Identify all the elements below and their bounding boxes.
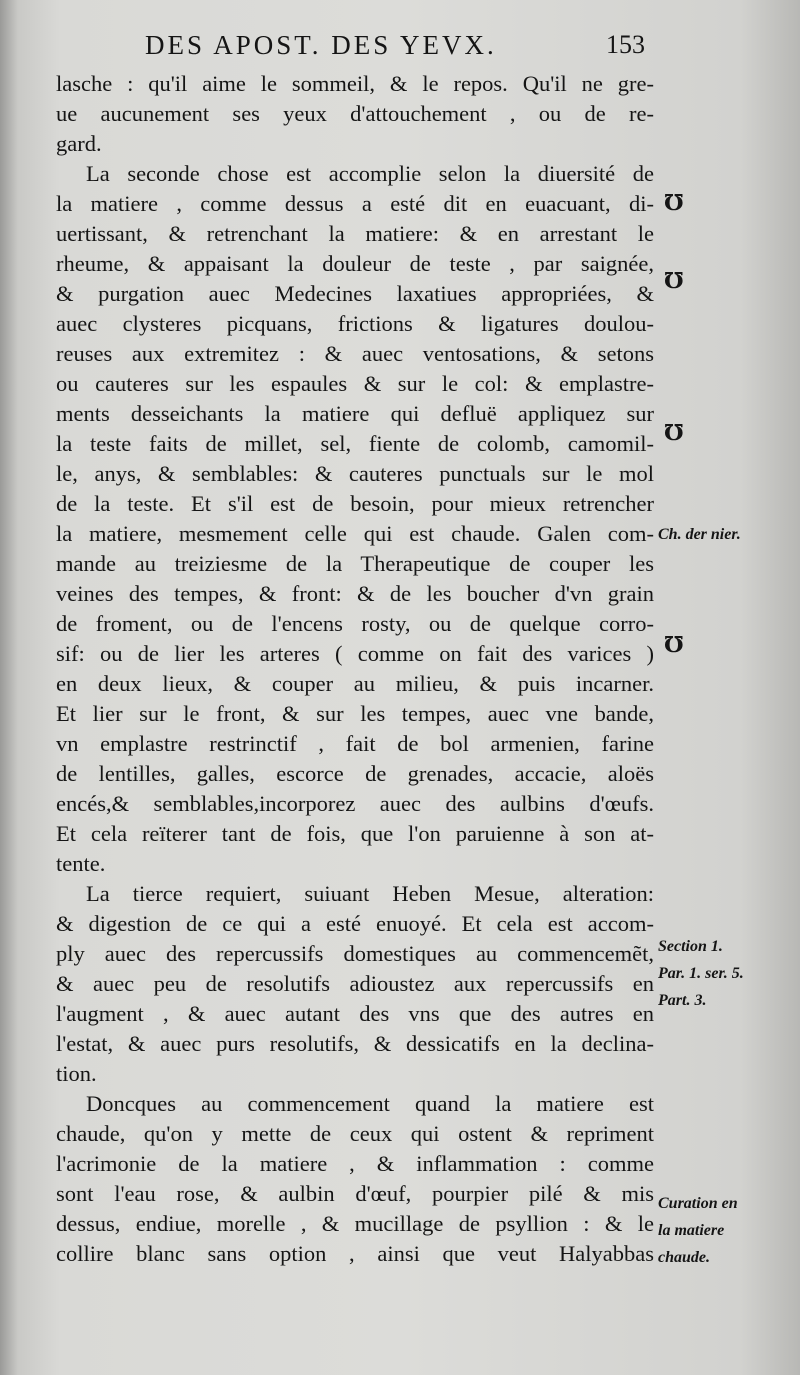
text-line: tion. bbox=[56, 1061, 97, 1086]
text-line: ou cauteres sur les espaules & sur le col: & emplastre- bbox=[56, 371, 654, 396]
text-line: la matiere , comme dessus a esté dit en euacuant, di- bbox=[56, 191, 654, 216]
text-line: & auec peu de resolutifs adioustez aux repercussifs en bbox=[56, 971, 654, 996]
text-line: tente. bbox=[56, 851, 106, 876]
text-line: en deux lieux, & couper au milieu, & puis incarner. bbox=[56, 671, 654, 696]
page-header bbox=[0, 30, 800, 64]
text-line: l'estat, & auec purs resolutifs, & dessicatifs en la declina- bbox=[56, 1031, 654, 1056]
text-line: La seconde chose est accomplie selon la diuersité de bbox=[86, 161, 654, 186]
margin-note bbox=[658, 933, 798, 1014]
text-line: auec clysteres picquans, frictions & ligatures doulou- bbox=[56, 311, 654, 336]
text-line: Doncques au commencement quand la matiere est bbox=[86, 1091, 654, 1116]
margin-note bbox=[658, 521, 798, 548]
margin-note-line: chaude. bbox=[658, 1249, 710, 1266]
text-line: uertissant, & retrenchant la matiere: & en arrestant le bbox=[56, 221, 654, 246]
text-line: sont l'eau rose, & aulbin d'œuf, pourpier pilé & mis bbox=[56, 1181, 654, 1206]
text-line: l'acrimonie de la matiere , & inflammation : comme bbox=[56, 1151, 654, 1176]
page-number: 153 bbox=[606, 30, 645, 59]
text-line: dessus, endiue, morelle , & mucillage de psyllion : & le bbox=[56, 1211, 654, 1236]
text-line: collire blanc sans option , ainsi que veut Halyabbas bbox=[56, 1241, 654, 1266]
text-line: lasche : qu'il aime le sommeil, & le repos. Qu'il ne gre- bbox=[56, 71, 654, 96]
marginal-symbol-icon: ℧ bbox=[664, 420, 684, 446]
text-line: de la teste. Et s'il est de besoin, pour mieux retrencher bbox=[56, 491, 654, 516]
text-line: Et lier sur le front, & sur les tempes, auec vne bande, bbox=[56, 701, 654, 726]
text-line: sif: ou de lier les arteres ( comme on fait des varices ) bbox=[56, 641, 654, 666]
text-line: la matiere, mesmement celle qui est chaude. Galen com- bbox=[56, 521, 654, 546]
text-line: ply auec des repercussifs domestiques au commencemẽt, bbox=[56, 941, 654, 966]
marginal-symbol-icon: ℧ bbox=[664, 632, 684, 658]
text-line: rheume, & appaisant la douleur de teste , par saignée, bbox=[56, 251, 654, 276]
text-line: chaude, qu'on y mette de ceux qui ostent & repriment bbox=[56, 1121, 654, 1146]
text-line: ments desseichants la matiere qui defluë appliquez sur bbox=[56, 401, 654, 426]
margin-note-line: la matiere bbox=[658, 1222, 725, 1239]
body-text bbox=[56, 69, 654, 1269]
text-line: & purgation auec Medecines laxatiues appropriées, & bbox=[56, 281, 654, 306]
text-line: gard. bbox=[56, 131, 102, 156]
margin-note-line: Par. 1. ser. 5. bbox=[658, 965, 744, 982]
text-line: de lentilles, galles, escorce de grenades, accacie, aloës bbox=[56, 761, 654, 786]
text-line: encés,& semblables,incorporez auec des aulbins d'œufs. bbox=[56, 791, 654, 816]
text-line: La tierce requiert, suiuant Heben Mesue, alteration: bbox=[86, 881, 654, 906]
text-line: ue aucunement ses yeux d'attouchement , ou de re- bbox=[56, 101, 654, 126]
running-head: DES APOST. DES YEVX. bbox=[145, 30, 497, 60]
text-line: & digestion de ce qui a esté enuoyé. Et cela est accom- bbox=[56, 911, 654, 936]
text-line: reuses aux extremitez : & auec ventosations, & setons bbox=[56, 341, 654, 366]
text-line: l'augment , & auec autant des vns que des autres en bbox=[56, 1001, 654, 1026]
text-line: de froment, ou de l'encens rosty, ou de quelque corro- bbox=[56, 611, 654, 636]
text-line: mande au treiziesme de la Therapeutique de couper les bbox=[56, 551, 654, 576]
margin-note-line: Section 1. bbox=[658, 938, 723, 955]
text-line: le, anys, & semblables: & cauteres punctuals sur le mol bbox=[56, 461, 654, 486]
text-line: la teste faits de millet, sel, fiente de colomb, camomil- bbox=[56, 431, 654, 456]
margin-note-line: Curation en bbox=[658, 1195, 738, 1212]
margin-note-line: Part. 3. bbox=[658, 992, 707, 1009]
margin-note bbox=[658, 1190, 798, 1271]
margin-note-line: Ch. der nier. bbox=[658, 526, 741, 543]
text-line: vn emplastre restrinctif , fait de bol armenien, farine bbox=[56, 731, 654, 756]
text-line: veines des tempes, & front: & de les boucher d'vn grain bbox=[56, 581, 654, 606]
marginal-symbol-icon: ℧ bbox=[664, 190, 684, 216]
text-line: Et cela reïterer tant de fois, que l'on paruienne à son at- bbox=[56, 821, 654, 846]
marginal-symbol-icon: ℧ bbox=[664, 268, 684, 294]
